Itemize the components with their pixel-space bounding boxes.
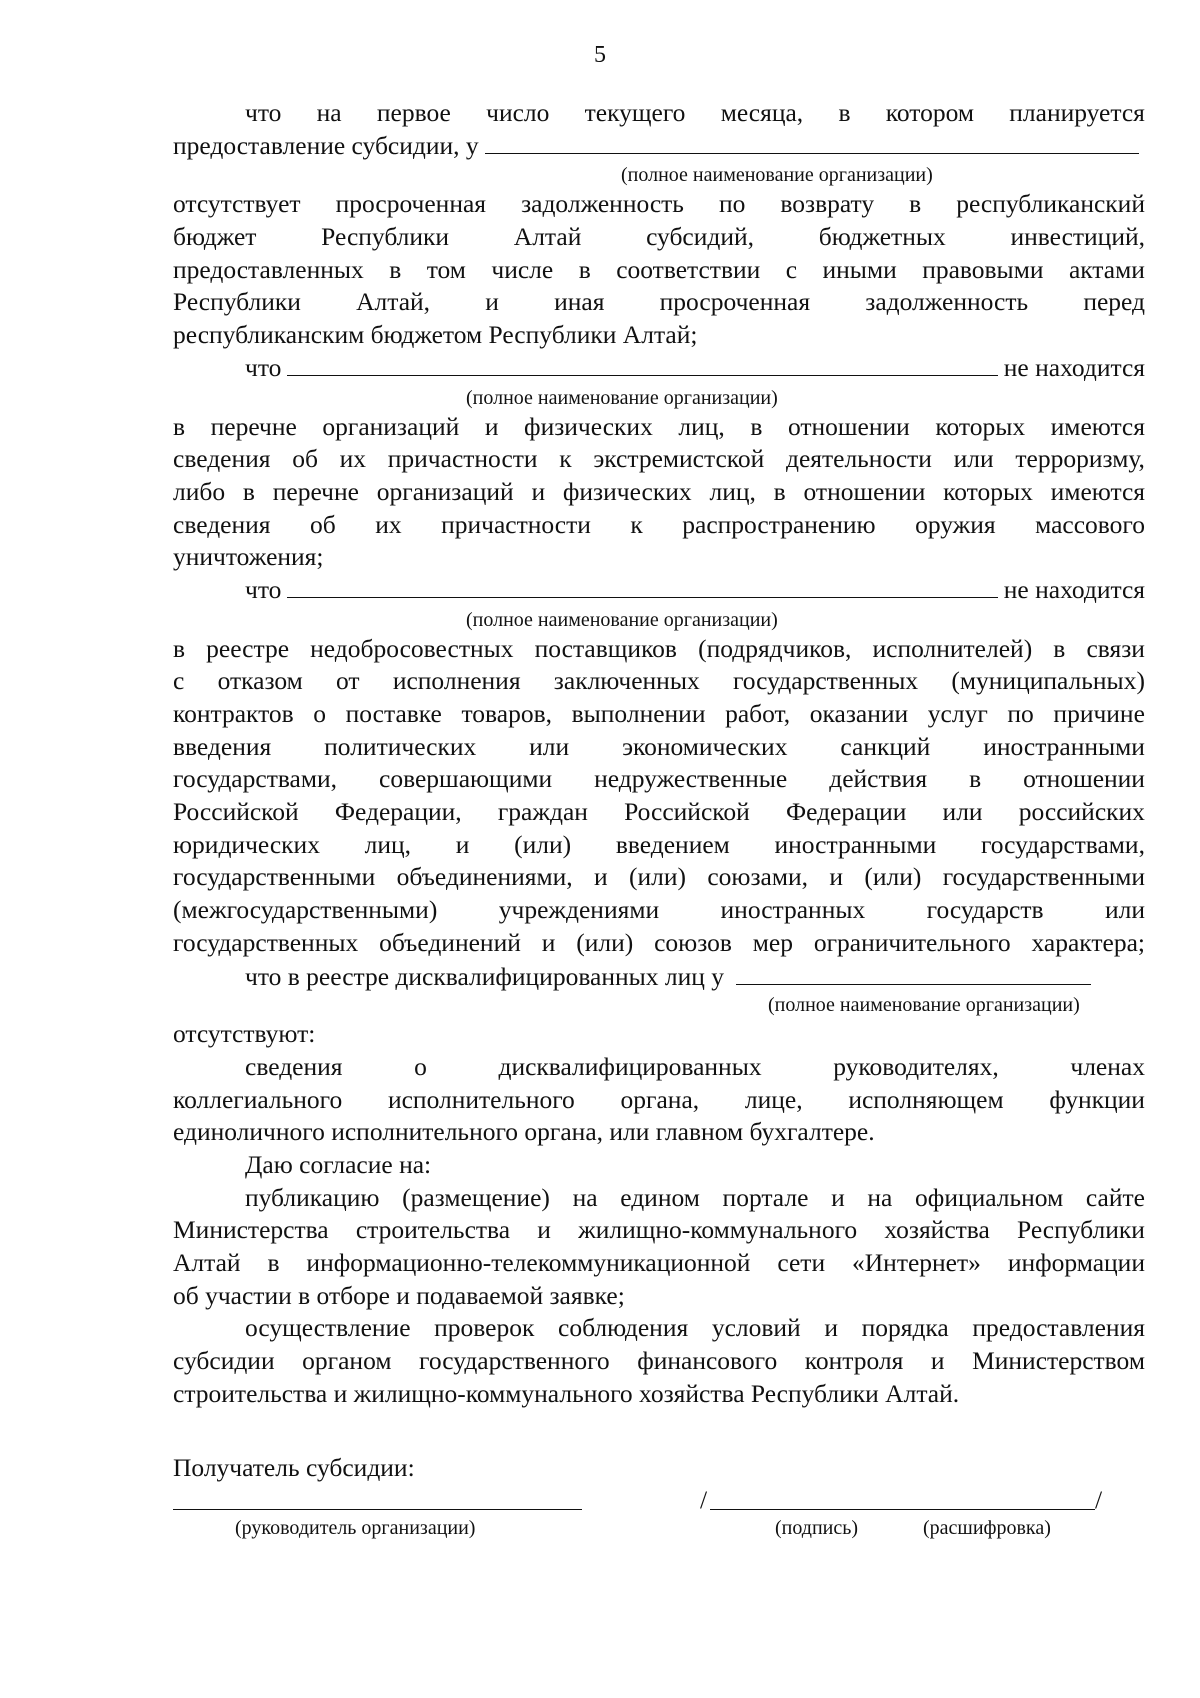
blank-field-signature[interactable]	[710, 1509, 1095, 1510]
word: по	[1007, 699, 1034, 728]
word: причастности	[387, 444, 538, 474]
word: хозяйства	[884, 1215, 990, 1245]
fill-line-organization	[173, 130, 1145, 163]
word: перед	[1083, 287, 1145, 317]
word: лиц,	[709, 476, 756, 506]
word: от	[336, 666, 360, 696]
word: Федерации,	[334, 797, 462, 827]
word: отношении	[787, 411, 910, 441]
text-line	[173, 633, 1145, 666]
text-fragment: что в реестре дисквалифицированных лиц у	[245, 961, 725, 991]
word: физических	[562, 476, 692, 506]
word: союзов	[654, 927, 732, 957]
signature-captions	[173, 1515, 1145, 1541]
word: в	[267, 1248, 280, 1277]
word: первое	[376, 98, 451, 127]
text-line	[173, 476, 1145, 509]
field-caption: (полное наименование организации)	[768, 994, 1080, 1017]
word: и	[829, 862, 844, 892]
text-line	[173, 1312, 1145, 1345]
text-line	[173, 927, 1145, 960]
word: организаций	[322, 411, 460, 441]
text-line	[173, 254, 1145, 287]
word: коллегиального	[173, 1084, 343, 1114]
text-line	[173, 286, 1145, 319]
text-line: единоличного исполнительного органа, или главном бухгалтере.	[173, 1117, 875, 1147]
word: или	[953, 444, 994, 474]
word: распространению	[682, 509, 876, 539]
word: граждан	[497, 797, 588, 827]
word: государственными	[942, 862, 1145, 892]
word: или	[529, 731, 570, 761]
word: совершающими	[379, 764, 553, 794]
slash-right: /	[1095, 1485, 1103, 1515]
text-line	[173, 698, 1145, 731]
word: контроля	[804, 1346, 904, 1376]
word: перечне	[272, 476, 359, 506]
word: числе	[491, 254, 554, 284]
text-line	[173, 443, 1145, 476]
fill-line-organization	[173, 352, 1145, 385]
text-line: об участии в отборе и подаваемой заявке;	[173, 1280, 625, 1310]
word: и	[930, 1346, 945, 1376]
word: недобросовестных	[310, 633, 514, 663]
word: субсидии	[173, 1346, 275, 1376]
text-line	[173, 1182, 1145, 1215]
word: финансового	[637, 1346, 778, 1376]
blank-field-organization[interactable]	[287, 353, 997, 376]
word: отсутствует	[173, 189, 301, 219]
text-line	[173, 1345, 1145, 1378]
word: порядка	[861, 1313, 949, 1343]
word: о	[313, 699, 327, 728]
word: к	[630, 509, 643, 539]
word: о	[414, 1051, 427, 1081]
word: соблюдения	[558, 1313, 689, 1343]
word: реестре	[206, 633, 290, 663]
word: выполнении	[571, 699, 706, 728]
word: государств	[926, 895, 1044, 925]
word: и	[824, 1313, 838, 1343]
word: на	[316, 98, 342, 127]
word: лиц,	[364, 829, 412, 859]
word: имеются	[1050, 476, 1145, 506]
word: бюджет	[173, 222, 257, 252]
word: в	[173, 633, 186, 663]
word: государственными	[173, 862, 376, 892]
field-caption: (полное наименование организации)	[466, 608, 778, 631]
blank-field-head[interactable]	[173, 1509, 582, 1510]
word: дисквалифицированных	[498, 1051, 762, 1081]
word: членах	[1070, 1051, 1145, 1081]
word: санкций	[840, 731, 931, 761]
word: объединениями,	[396, 862, 573, 892]
word: юридических	[173, 829, 320, 859]
word: государствами,	[173, 764, 338, 794]
word: поставке	[345, 699, 442, 728]
text-line	[173, 861, 1145, 894]
word: текущего	[584, 98, 686, 127]
word: (или)	[864, 862, 922, 892]
text-line	[173, 894, 1145, 927]
word: оказании	[809, 699, 909, 728]
word: и	[531, 476, 546, 506]
word: российских	[1018, 797, 1145, 827]
text-line	[173, 509, 1145, 542]
word: Алтай	[513, 222, 582, 252]
word: соответствии	[616, 254, 761, 284]
word: органом	[302, 1346, 392, 1376]
word: экономических	[622, 731, 788, 761]
word: сведения	[173, 509, 271, 539]
field-caption: (полное наименование организации)	[466, 386, 778, 409]
word: имеются	[1050, 411, 1145, 441]
word: действия	[829, 764, 928, 794]
word: сети	[777, 1248, 826, 1277]
word: исполнения	[392, 666, 521, 696]
blank-field-organization[interactable]	[485, 131, 1139, 154]
word: Республики	[321, 222, 450, 252]
word: планируется	[1009, 98, 1145, 127]
text-line	[173, 665, 1145, 698]
word: в	[389, 254, 402, 284]
word: официальном	[915, 1182, 1064, 1212]
word: публикацию	[245, 1182, 380, 1212]
word: перечне	[210, 411, 297, 441]
text-line	[173, 188, 1145, 221]
word: товаров,	[461, 699, 552, 728]
word: в	[909, 189, 922, 219]
word: Российской	[173, 797, 299, 827]
word: функции	[1049, 1084, 1145, 1114]
text-line: отсутствуют:	[173, 1019, 316, 1049]
word: задолженность	[865, 287, 1029, 317]
word: строительства	[355, 1215, 511, 1245]
word: субсидий,	[646, 222, 755, 252]
word: или	[942, 797, 983, 827]
word: отношении	[803, 476, 926, 506]
text-fragment: что	[245, 352, 282, 382]
consent-title: Даю согласие на:	[245, 1149, 432, 1179]
word: в	[838, 98, 851, 127]
word: осуществление	[245, 1313, 411, 1343]
word: государствами,	[980, 829, 1145, 859]
word: органа,	[620, 1084, 700, 1114]
word: (или)	[628, 862, 686, 892]
word: на	[572, 1182, 598, 1212]
word: об	[292, 444, 318, 474]
word: союзами,	[707, 862, 809, 892]
text-fragment: что	[245, 574, 282, 604]
word: заключенных	[553, 666, 700, 696]
word: предоставления	[972, 1313, 1145, 1343]
word: физических	[524, 411, 653, 441]
word: (размещение)	[402, 1182, 550, 1212]
word: жилищно-коммунального	[578, 1215, 858, 1245]
word: работ,	[725, 699, 791, 728]
word: том	[426, 254, 466, 284]
word: и	[831, 1182, 845, 1212]
word: исполнителей)	[872, 633, 1033, 663]
word: в	[242, 476, 255, 506]
word: предоставленных	[173, 254, 364, 284]
word: и	[537, 1215, 551, 1245]
word: едином	[620, 1182, 700, 1212]
word: инвестиций,	[1010, 222, 1145, 252]
word: услуг	[927, 699, 988, 728]
word: государственного	[419, 1346, 610, 1376]
word: по	[718, 189, 746, 219]
text-fragment: предоставление субсидии, у	[173, 130, 479, 160]
word: ограничительного	[813, 927, 1011, 957]
word: с	[173, 666, 185, 696]
word: в	[173, 411, 186, 441]
fill-line-organization	[173, 960, 1145, 993]
word: котором	[885, 98, 974, 127]
word: актами	[1068, 254, 1145, 284]
word: организаций	[376, 476, 514, 506]
text-line	[173, 796, 1145, 829]
word: и	[485, 287, 499, 317]
word: иностранными	[983, 731, 1145, 761]
word: правовыми	[922, 254, 1044, 284]
word: к	[559, 444, 572, 474]
word: (муниципальных)	[951, 666, 1145, 696]
text-line	[173, 1214, 1145, 1247]
word: в	[578, 254, 591, 284]
word: причастности	[441, 509, 591, 539]
text-line	[173, 221, 1145, 254]
word: республиканский	[956, 189, 1145, 219]
word: руководителях,	[833, 1051, 999, 1081]
word: исполнительного	[387, 1084, 575, 1114]
word: Республики	[1017, 1215, 1145, 1245]
word: политических	[324, 731, 477, 761]
word: возврату	[780, 189, 875, 219]
text-fragment: не находится	[1003, 352, 1145, 382]
word: исполняющем	[848, 1084, 1004, 1114]
word: (межгосударственными)	[173, 895, 438, 925]
word: массового	[1035, 509, 1145, 539]
word: в	[1053, 633, 1066, 663]
word: «Интернет»	[852, 1248, 981, 1277]
word: объединений	[379, 927, 521, 957]
word: информации	[1007, 1248, 1145, 1277]
text-line	[173, 763, 1145, 796]
page-number: 5	[594, 42, 606, 68]
text-fragment: не находится	[1003, 574, 1145, 604]
text-line	[173, 1247, 1145, 1280]
word: которых	[935, 411, 1026, 441]
word: Министерства	[173, 1215, 329, 1245]
word: введением	[615, 829, 730, 859]
word: введения	[173, 731, 272, 761]
word: Алтай,	[356, 287, 431, 317]
word: лиц,	[678, 411, 725, 441]
caption-head: (руководитель организации)	[235, 1517, 476, 1540]
word: Российской	[624, 797, 750, 827]
word: деятельности	[785, 444, 932, 474]
word: Федерации	[785, 797, 907, 827]
word: (подрядчиков,	[698, 633, 852, 663]
word: проверок	[434, 1313, 535, 1343]
text-line	[173, 829, 1145, 862]
word: об	[310, 509, 336, 539]
word: учреждениями	[498, 895, 660, 925]
fill-line-organization	[173, 574, 1145, 607]
word: характера;	[1031, 927, 1145, 957]
text-line	[173, 411, 1145, 444]
word: экстремистской	[593, 444, 765, 474]
word: причине	[1053, 699, 1145, 728]
word: просроченная	[335, 189, 487, 219]
word: и	[593, 862, 608, 892]
word: сведения	[245, 1051, 343, 1081]
word: просроченная	[659, 287, 811, 317]
word: в	[773, 476, 786, 506]
word: портале	[722, 1182, 809, 1212]
word: задолженность	[521, 189, 684, 219]
word: условий	[711, 1313, 801, 1343]
field-caption: (полное наименование организации)	[621, 164, 933, 187]
word: лице,	[744, 1084, 803, 1114]
word: их	[339, 444, 367, 474]
word: на	[867, 1182, 893, 1212]
word: информационно-телекоммуникационной	[306, 1248, 751, 1277]
word: контрактов	[173, 699, 294, 728]
word: в	[969, 764, 982, 794]
word: терроризму,	[1015, 444, 1145, 474]
text-line: строительства и жилищно-коммунального хозяйства Республики Алтай.	[173, 1378, 960, 1408]
word: (или)	[514, 829, 572, 859]
recipient-label: Получатель субсидии:	[173, 1453, 415, 1483]
word: бюджетных	[818, 222, 946, 252]
text-line	[173, 731, 1145, 764]
word: Республики	[173, 287, 301, 317]
word: государственных	[732, 666, 919, 696]
word: и	[455, 829, 470, 859]
word: иностранными	[774, 829, 937, 859]
text-line: республиканским бюджетом Республики Алтай;	[173, 320, 698, 350]
blank-field-organization[interactable]	[287, 575, 997, 598]
word: отношении	[1023, 764, 1145, 794]
word: иностранных	[720, 895, 866, 925]
word: поставщиков	[534, 633, 677, 663]
word: что	[245, 98, 282, 127]
word: в	[750, 411, 763, 441]
word: иная	[554, 287, 605, 317]
caption-decode: (расшифровка)	[923, 1517, 1051, 1540]
word: сведения	[173, 444, 271, 474]
word: и	[541, 927, 556, 957]
word: месяца,	[720, 98, 804, 127]
word: либо	[173, 476, 226, 506]
word: мер	[752, 927, 793, 957]
text-line	[173, 97, 1145, 130]
word: связи	[1086, 633, 1145, 663]
word: Министерством	[972, 1346, 1145, 1376]
word: и	[484, 411, 499, 441]
word: сайте	[1085, 1182, 1145, 1212]
word: отказом	[217, 666, 303, 696]
word: с	[785, 254, 798, 284]
text-line: уничтожения;	[173, 542, 324, 572]
word: или	[1104, 895, 1145, 925]
word: (или)	[576, 927, 634, 957]
word: которых	[943, 476, 1033, 506]
word: недружественные	[594, 764, 788, 794]
word: число	[486, 98, 550, 127]
blank-field-organization[interactable]	[736, 960, 1091, 985]
text-line	[173, 1051, 1145, 1084]
document-body	[173, 97, 1145, 1541]
word: государственных	[173, 927, 359, 957]
signature-row	[173, 1485, 1145, 1515]
word: оружия	[915, 509, 996, 539]
slash-left: /	[700, 1485, 708, 1515]
word: иными	[822, 254, 897, 284]
word: их	[375, 509, 402, 539]
word: Алтай	[173, 1248, 241, 1277]
caption-sign: (подпись)	[775, 1517, 859, 1540]
text-line	[173, 1084, 1145, 1117]
